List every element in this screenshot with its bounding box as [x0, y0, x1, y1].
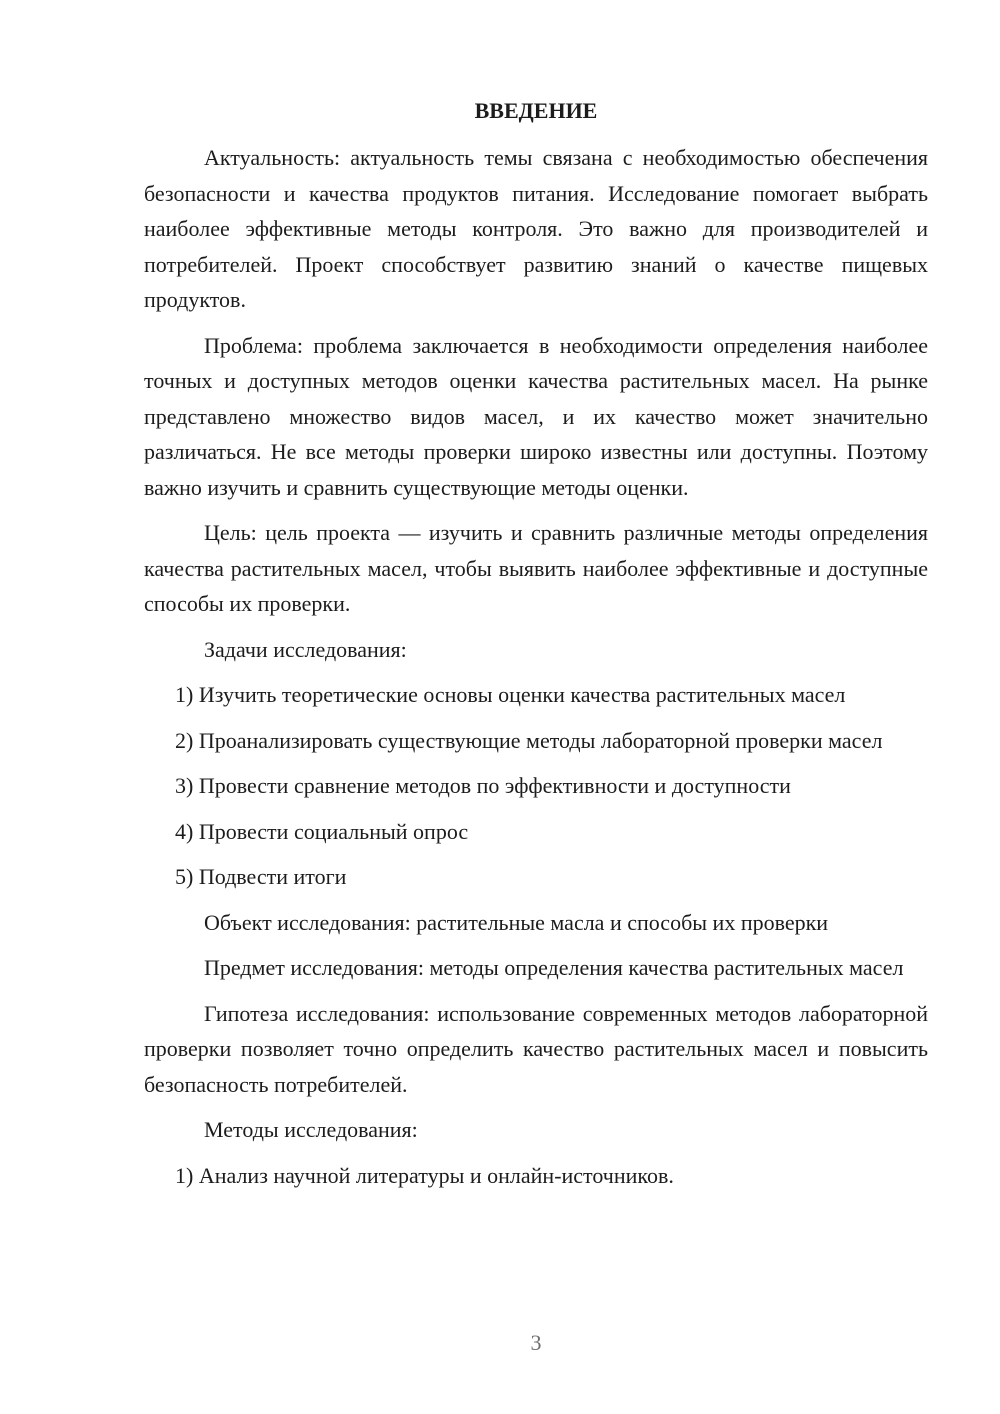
task-item-2: 2) Проанализировать существующие методы лабораторной проверки масел: [175, 727, 883, 753]
task-item-4: 4) Провести социальный опрос: [175, 818, 469, 844]
hypothesis-paragraph: Гипотеза исследования: использование современных методов лабораторной проверки позволяет точно определить качество растительных масел и повысить безопасность потребителей.: [144, 1000, 928, 1097]
tasks-list: [144, 677, 928, 895]
methods-list: [144, 1158, 928, 1194]
object-paragraph: Объект исследования: растительные масла и способы их проверки: [204, 909, 829, 935]
page-content: [144, 96, 928, 1203]
methods-heading: Методы исследования:: [204, 1117, 418, 1142]
subject-paragraph: Предмет исследования: методы определения качества растительных масел: [204, 955, 904, 980]
relevance-paragraph: Актуальность: актуальность темы связана с необходимостью обеспечения безопасности и качества продуктов питания. Исследование помогает выбрать наиболее эффективные методы контроля. Это важно для производителей и потребителей. Проект способствует развитию знаний о качестве пищевых продуктов.: [144, 145, 928, 312]
goal-paragraph: Цель: цель проекта — изучить и сравнить различные методы определения качества растительных масел, чтобы выявить наиболее эффективные и доступные способы их проверки.: [144, 520, 928, 616]
page-title: ВВЕДЕНИЕ: [474, 98, 598, 123]
task-item-3: 3) Провести сравнение методов по эффективности и доступности: [175, 773, 791, 798]
page-number: 3: [530, 1330, 542, 1355]
problem-paragraph: Проблема: проблема заключается в необходимости определения наиболее точных и доступных методов оценки качества растительных масел. На рынке представлено множество видов масел, и их качество может значительно различаться. Не все методы проверки широко известны или доступны. Поэтому важно изучить и сравнить существующие методы оценки.: [144, 332, 928, 500]
tasks-heading: Задачи исследования:: [204, 636, 407, 662]
method-item-1: 1) Анализ научной литературы и онлайн-источников.: [175, 1162, 674, 1188]
task-item-1: 1) Изучить теоретические основы оценки качества растительных масел: [175, 682, 846, 707]
task-item-5: 5) Подвести итоги: [175, 864, 347, 889]
